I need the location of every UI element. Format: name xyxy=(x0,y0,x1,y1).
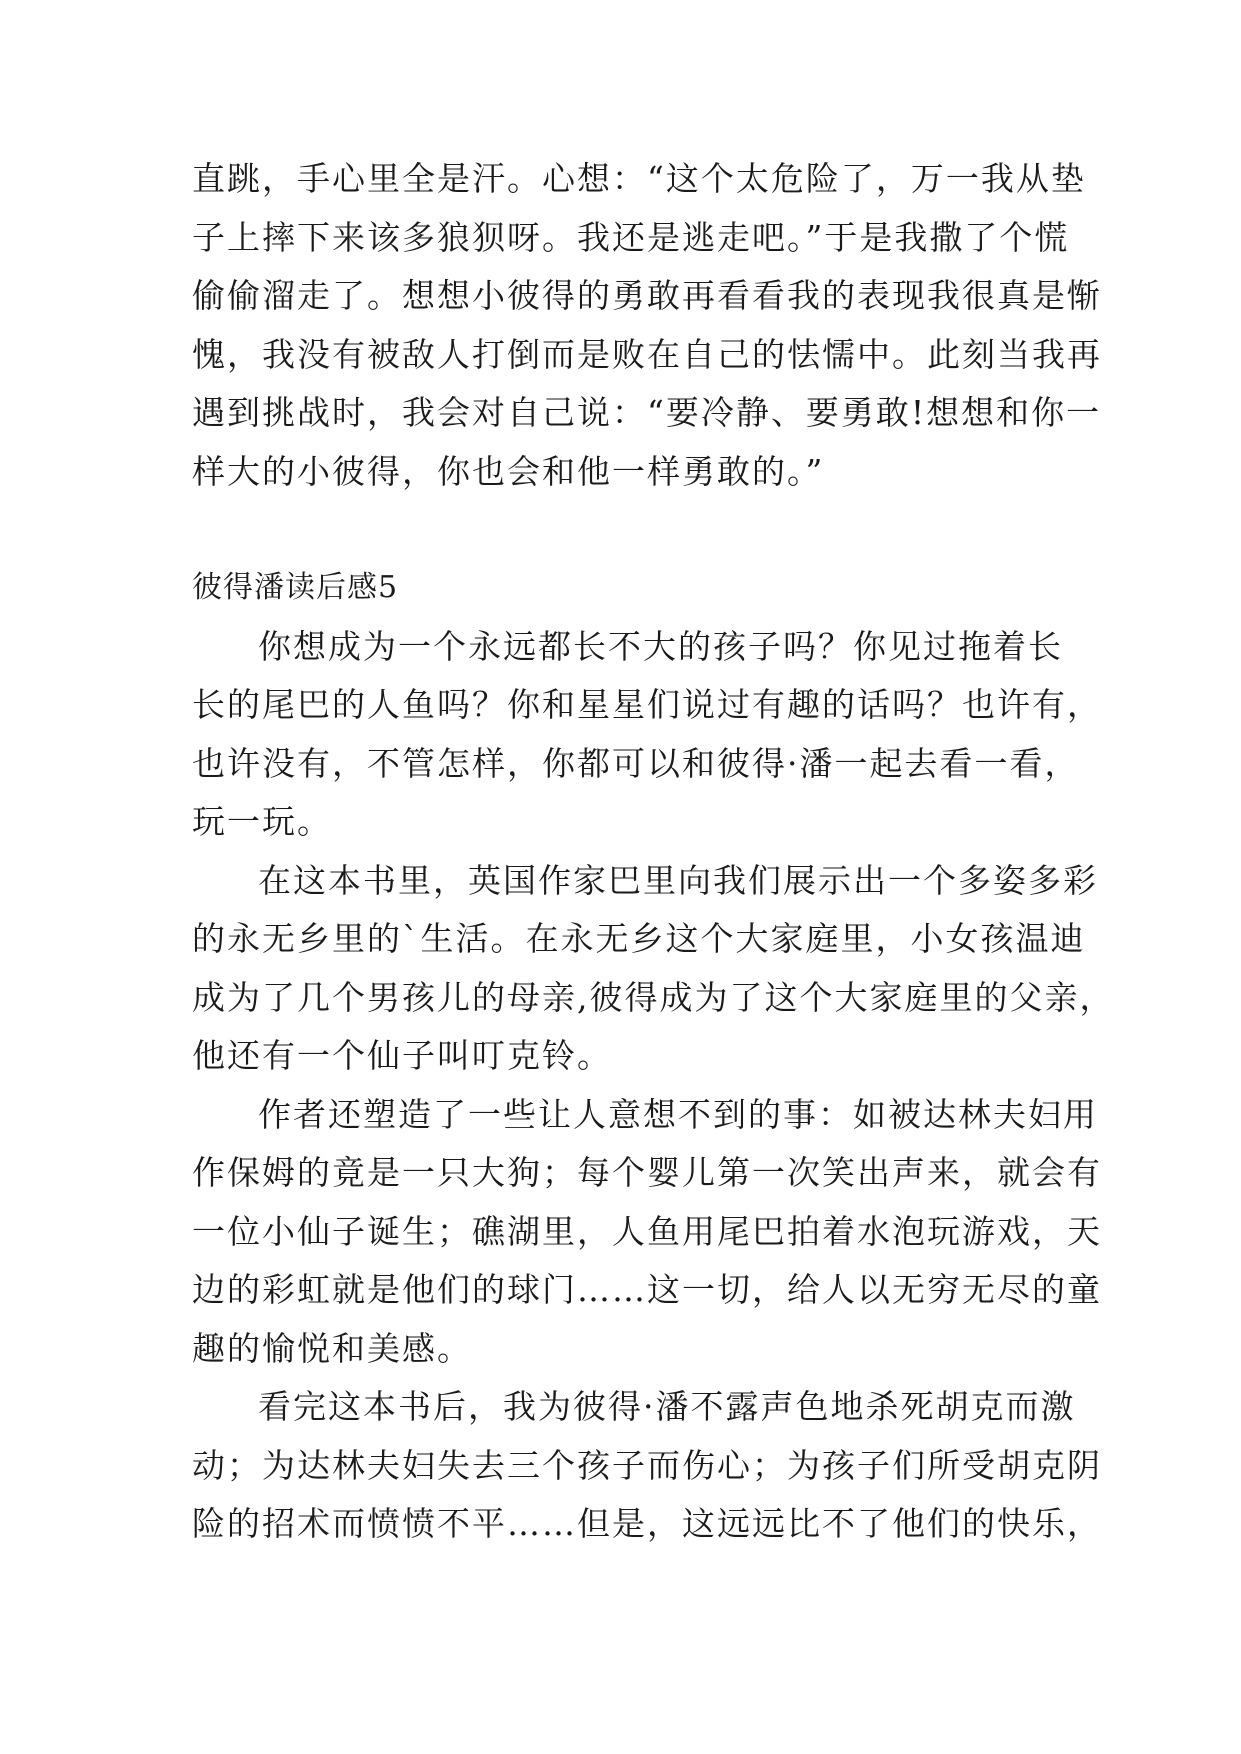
text-line: 子上摔下来该多狼狈呀。我还是逃走吧。”于是我撒了个慌 xyxy=(192,217,1070,257)
text-line: 偷偷溜走了。想想小彼得的勇敢再看看我的表现我很真是惭 xyxy=(192,276,1102,315)
text-line: 也许没有，不管怎样，你都可以和彼得·潘一起去看一看， xyxy=(192,743,1080,783)
text-line: 作者还塑造了一些让人意想不到的事：如被达林夫妇用 xyxy=(258,1094,1098,1134)
document-page xyxy=(192,150,1115,1554)
text-line: 险的招术而愤愤不平……但是，这远远比不了他们的快乐， xyxy=(192,1504,1102,1543)
paragraph-2 xyxy=(192,852,1115,1086)
text-line: 直跳，手心里全是汗。心想：“这个太危险了，万一我从垫 xyxy=(192,159,1086,198)
section-gap xyxy=(192,501,1062,559)
text-line: 你想成为一个永远都长不大的孩子吗？你见过拖着长 xyxy=(258,626,1063,666)
text-line: 看完这本书后，我为彼得·潘不露声色地杀死胡克而激 xyxy=(258,1387,1076,1426)
text-line: 的永无乡里的`生活。在永无乡这个大家庭里，小女孩温迪 xyxy=(192,919,1086,958)
text-line: 遇到挑战时，我会对自己说：“要冷静、要勇敢!想想和你一 xyxy=(192,393,1102,432)
text-line: 愧，我没有被敌人打倒而是败在自己的怯懦中。此刻当我再 xyxy=(192,334,1102,374)
text-line: 一位小仙子诞生；礁湖里，人鱼用尾巴拍着水泡玩游戏，天 xyxy=(192,1211,1102,1251)
text-line: 边的彩虹就是他们的球门……这一切，给人以无穷无尽的童 xyxy=(192,1270,1102,1309)
paragraph-1 xyxy=(192,618,1102,852)
text-line: 他还有一个仙子叫叮克铃。 xyxy=(192,1036,612,1075)
paragraph-3 xyxy=(192,1086,1102,1379)
intro-paragraph xyxy=(192,150,1102,501)
text-line: 趣的愉悦和美感。 xyxy=(192,1328,472,1368)
text-line: 作保姆的竟是一只大狗；每个婴儿第一次笑出声来，就会有 xyxy=(192,1153,1102,1192)
text-line: 动；为达林夫妇失去三个孩子而伤心；为孩子们所受胡克阴 xyxy=(192,1445,1102,1485)
text-line: 成为了几个男孩儿的母亲,彼得成为了这个大家庭里的父亲， xyxy=(192,977,1115,1017)
text-line: 长的尾巴的人鱼吗？你和星星们说过有趣的话吗？也许有， xyxy=(192,685,1102,724)
text-line: 玩一玩。 xyxy=(192,802,332,841)
paragraph-4 xyxy=(192,1378,1102,1554)
section-title: 彼得潘读后感5 xyxy=(192,570,399,605)
text-line: 样大的小彼得，你也会和他一样勇敢的。” xyxy=(192,451,825,491)
text-line: 在这本书里，英国作家巴里向我们展示出一个多姿多彩 xyxy=(258,860,1098,900)
